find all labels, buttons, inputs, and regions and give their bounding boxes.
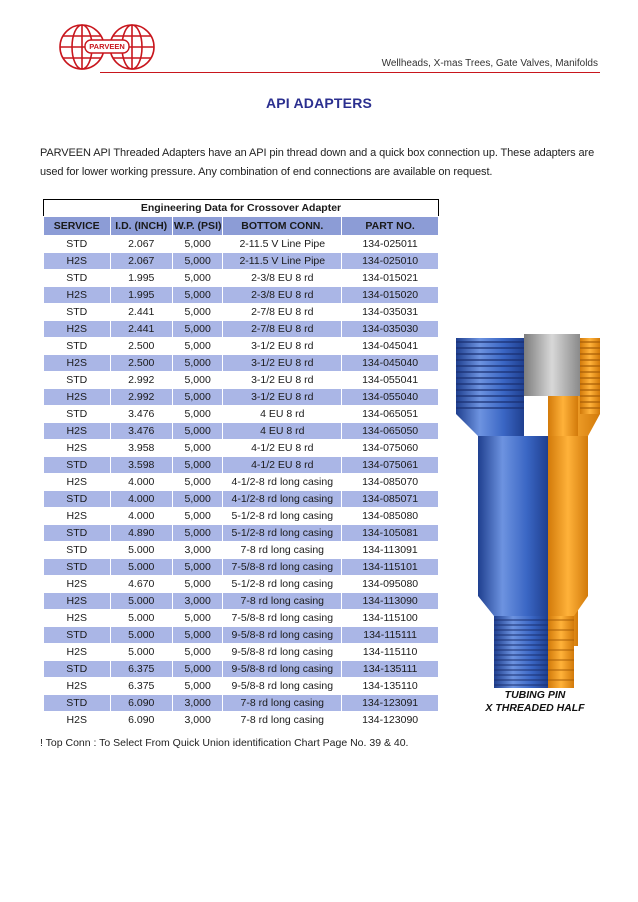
bottom-conn-cell: 7-8 rd long casing bbox=[223, 695, 342, 712]
wp-cell: 3,000 bbox=[172, 593, 222, 610]
table-row bbox=[44, 253, 439, 270]
id-cell: 4.890 bbox=[110, 525, 172, 542]
service-cell: H2S bbox=[44, 253, 111, 270]
part-no-cell: 134-065050 bbox=[342, 423, 439, 440]
id-cell: 4.000 bbox=[110, 474, 172, 491]
page-header bbox=[0, 0, 638, 110]
wp-cell: 5,000 bbox=[172, 406, 222, 423]
wp-cell: 5,000 bbox=[172, 474, 222, 491]
part-no-cell: 134-015020 bbox=[342, 287, 439, 304]
bottom-conn-cell: 2-3/8 EU 8 rd bbox=[223, 270, 342, 287]
id-cell: 3.476 bbox=[110, 406, 172, 423]
service-cell: H2S bbox=[44, 678, 111, 695]
bottom-conn-cell: 4-1/2 EU 8 rd bbox=[223, 440, 342, 457]
table-header-row bbox=[44, 217, 439, 236]
part-no-cell: 134-113090 bbox=[342, 593, 439, 610]
table-row bbox=[44, 440, 439, 457]
bottom-conn-cell: 4-1/2 EU 8 rd bbox=[223, 457, 342, 474]
id-cell: 3.476 bbox=[110, 423, 172, 440]
header-tagline: Wellheads, X-mas Trees, Gate Valves, Manifolds bbox=[381, 58, 598, 69]
id-cell: 5.000 bbox=[110, 559, 172, 576]
bottom-conn-cell: 7-8 rd long casing bbox=[223, 712, 342, 729]
service-cell: STD bbox=[44, 559, 111, 576]
id-cell: 2.067 bbox=[110, 236, 172, 253]
part-no-cell: 134-025010 bbox=[342, 253, 439, 270]
wp-cell: 5,000 bbox=[172, 508, 222, 525]
service-cell: STD bbox=[44, 406, 111, 423]
service-cell: STD bbox=[44, 695, 111, 712]
id-cell: 4.000 bbox=[110, 508, 172, 525]
wp-cell: 5,000 bbox=[172, 372, 222, 389]
id-cell: 3.958 bbox=[110, 440, 172, 457]
table-row bbox=[44, 270, 439, 287]
wp-cell: 5,000 bbox=[172, 644, 222, 661]
table-row bbox=[44, 304, 439, 321]
service-cell: H2S bbox=[44, 355, 111, 372]
id-cell: 5.000 bbox=[110, 610, 172, 627]
table-row bbox=[44, 525, 439, 542]
service-cell: STD bbox=[44, 661, 111, 678]
service-cell: STD bbox=[44, 236, 111, 253]
bottom-conn-cell: 4-1/2-8 rd long casing bbox=[223, 491, 342, 508]
id-cell: 3.598 bbox=[110, 457, 172, 474]
wp-cell: 5,000 bbox=[172, 321, 222, 338]
part-no-cell: 134-123090 bbox=[342, 712, 439, 729]
wp-cell: 5,000 bbox=[172, 610, 222, 627]
part-no-cell: 134-115110 bbox=[342, 644, 439, 661]
table-row bbox=[44, 389, 439, 406]
table-row bbox=[44, 321, 439, 338]
part-no-cell: 134-135111 bbox=[342, 661, 439, 678]
wp-cell: 5,000 bbox=[172, 338, 222, 355]
wp-cell: 5,000 bbox=[172, 423, 222, 440]
part-no-cell: 134-115111 bbox=[342, 627, 439, 644]
wp-cell: 5,000 bbox=[172, 678, 222, 695]
part-no-cell: 134-085071 bbox=[342, 491, 439, 508]
column-header: W.P. (PSI) bbox=[172, 217, 222, 236]
wp-cell: 5,000 bbox=[172, 525, 222, 542]
bottom-conn-cell: 7-5/8-8 rd long casing bbox=[223, 610, 342, 627]
part-no-cell: 134-065051 bbox=[342, 406, 439, 423]
column-header: I.D. (INCH) bbox=[110, 217, 172, 236]
bottom-conn-cell: 5-1/2-8 rd long casing bbox=[223, 508, 342, 525]
part-no-cell: 134-135110 bbox=[342, 678, 439, 695]
bottom-conn-cell: 2-11.5 V Line Pipe bbox=[223, 236, 342, 253]
wp-cell: 5,000 bbox=[172, 627, 222, 644]
wp-cell: 5,000 bbox=[172, 389, 222, 406]
page-title: API ADAPTERS bbox=[265, 95, 373, 111]
id-cell: 6.375 bbox=[110, 678, 172, 695]
table-row bbox=[44, 338, 439, 355]
part-no-cell: 134-113091 bbox=[342, 542, 439, 559]
id-cell: 1.995 bbox=[110, 270, 172, 287]
table-row bbox=[44, 508, 439, 525]
table-row bbox=[44, 355, 439, 372]
table-row bbox=[44, 610, 439, 627]
bottom-conn-cell: 2-7/8 EU 8 rd bbox=[223, 304, 342, 321]
wp-cell: 5,000 bbox=[172, 559, 222, 576]
service-cell: H2S bbox=[44, 474, 111, 491]
intro-paragraph: PARVEEN API Threaded Adapters have an API pin thread down and a quick box connection up. These adapters are used for lower working pressure. Any combination of end connections are available on request. bbox=[40, 147, 595, 178]
table-row bbox=[44, 712, 439, 729]
table-row bbox=[44, 627, 439, 644]
service-cell: H2S bbox=[44, 593, 111, 610]
table-row bbox=[44, 661, 439, 678]
wp-cell: 5,000 bbox=[172, 253, 222, 270]
service-cell: STD bbox=[44, 525, 111, 542]
table-row bbox=[44, 695, 439, 712]
part-no-cell: 134-085070 bbox=[342, 474, 439, 491]
part-no-cell: 134-105081 bbox=[342, 525, 439, 542]
service-cell: H2S bbox=[44, 423, 111, 440]
table-row bbox=[44, 576, 439, 593]
wp-cell: 3,000 bbox=[172, 542, 222, 559]
id-cell: 4.000 bbox=[110, 491, 172, 508]
id-cell: 2.992 bbox=[110, 372, 172, 389]
bottom-conn-cell: 4 EU 8 rd bbox=[223, 406, 342, 423]
bottom-conn-cell: 4 EU 8 rd bbox=[223, 423, 342, 440]
wp-cell: 5,000 bbox=[172, 576, 222, 593]
table-row bbox=[44, 559, 439, 576]
wp-cell: 5,000 bbox=[172, 236, 222, 253]
bottom-conn-cell: 9-5/8-8 rd long casing bbox=[223, 661, 342, 678]
part-no-cell: 134-045041 bbox=[342, 338, 439, 355]
id-cell: 2.441 bbox=[110, 321, 172, 338]
wp-cell: 3,000 bbox=[172, 695, 222, 712]
service-cell: H2S bbox=[44, 610, 111, 627]
service-cell: H2S bbox=[44, 576, 111, 593]
id-cell: 6.375 bbox=[110, 661, 172, 678]
service-cell: H2S bbox=[44, 321, 111, 338]
service-cell: H2S bbox=[44, 287, 111, 304]
table-row bbox=[44, 678, 439, 695]
service-cell: H2S bbox=[44, 440, 111, 457]
service-cell: H2S bbox=[44, 644, 111, 661]
part-no-cell: 134-115101 bbox=[342, 559, 439, 576]
bottom-conn-cell: 4-1/2-8 rd long casing bbox=[223, 474, 342, 491]
column-header: BOTTOM CONN. bbox=[223, 217, 342, 236]
service-cell: H2S bbox=[44, 712, 111, 729]
id-cell: 2.500 bbox=[110, 355, 172, 372]
adapter-illustration bbox=[448, 326, 618, 696]
id-cell: 6.090 bbox=[110, 712, 172, 729]
bottom-conn-cell: 2-11.5 V Line Pipe bbox=[223, 253, 342, 270]
id-cell: 5.000 bbox=[110, 542, 172, 559]
part-no-cell: 134-055040 bbox=[342, 389, 439, 406]
column-header: PART NO. bbox=[342, 217, 439, 236]
engineering-data-table bbox=[43, 199, 439, 729]
wp-cell: 5,000 bbox=[172, 270, 222, 287]
id-cell: 2.067 bbox=[110, 253, 172, 270]
figure-caption-line1: TUBING PIN bbox=[504, 689, 566, 701]
wp-cell: 5,000 bbox=[172, 457, 222, 474]
table-row bbox=[44, 372, 439, 389]
part-no-cell: 134-123091 bbox=[342, 695, 439, 712]
part-no-cell: 134-015021 bbox=[342, 270, 439, 287]
bottom-conn-cell: 9-5/8-8 rd long casing bbox=[223, 627, 342, 644]
table-row bbox=[44, 593, 439, 610]
id-cell: 6.090 bbox=[110, 695, 172, 712]
bottom-conn-cell: 9-5/8-8 rd long casing bbox=[223, 678, 342, 695]
wp-cell: 5,000 bbox=[172, 355, 222, 372]
footnote: ! Top Conn : To Select From Quick Union identification Chart Page No. 39 & 40. bbox=[40, 737, 409, 749]
table-row bbox=[44, 542, 439, 559]
bottom-conn-cell: 3-1/2 EU 8 rd bbox=[223, 338, 342, 355]
part-no-cell: 134-075061 bbox=[342, 457, 439, 474]
id-cell: 1.995 bbox=[110, 287, 172, 304]
table-row bbox=[44, 236, 439, 253]
part-no-cell: 134-075060 bbox=[342, 440, 439, 457]
service-cell: STD bbox=[44, 491, 111, 508]
table-row bbox=[44, 474, 439, 491]
service-cell: STD bbox=[44, 372, 111, 389]
id-cell: 2.500 bbox=[110, 338, 172, 355]
table-caption: Engineering Data for Crossover Adapter bbox=[44, 200, 439, 217]
part-no-cell: 134-035031 bbox=[342, 304, 439, 321]
part-no-cell: 134-025011 bbox=[342, 236, 439, 253]
service-cell: STD bbox=[44, 270, 111, 287]
wp-cell: 5,000 bbox=[172, 661, 222, 678]
adapter-drawing bbox=[448, 326, 618, 696]
table-row bbox=[44, 406, 439, 423]
service-cell: STD bbox=[44, 627, 111, 644]
bottom-conn-cell: 3-1/2 EU 8 rd bbox=[223, 372, 342, 389]
wp-cell: 5,000 bbox=[172, 287, 222, 304]
bottom-conn-cell: 3-1/2 EU 8 rd bbox=[223, 355, 342, 372]
part-no-cell: 134-045040 bbox=[342, 355, 439, 372]
id-cell: 2.441 bbox=[110, 304, 172, 321]
wp-cell: 3,000 bbox=[172, 712, 222, 729]
service-cell: STD bbox=[44, 338, 111, 355]
column-header: SERVICE bbox=[44, 217, 111, 236]
bottom-conn-cell: 2-7/8 EU 8 rd bbox=[223, 321, 342, 338]
id-cell: 5.000 bbox=[110, 593, 172, 610]
wp-cell: 5,000 bbox=[172, 491, 222, 508]
part-no-cell: 134-035030 bbox=[342, 321, 439, 338]
id-cell: 5.000 bbox=[110, 627, 172, 644]
table-row bbox=[44, 423, 439, 440]
wp-cell: 5,000 bbox=[172, 440, 222, 457]
service-cell: STD bbox=[44, 542, 111, 559]
id-cell: 2.992 bbox=[110, 389, 172, 406]
bottom-conn-cell: 5-1/2-8 rd long casing bbox=[223, 576, 342, 593]
figure-caption-line2: X THREADED HALF bbox=[485, 702, 585, 714]
service-cell: H2S bbox=[44, 508, 111, 525]
part-no-cell: 134-095080 bbox=[342, 576, 439, 593]
table-row bbox=[44, 457, 439, 474]
wp-cell: 5,000 bbox=[172, 304, 222, 321]
part-no-cell: 134-055041 bbox=[342, 372, 439, 389]
service-cell: H2S bbox=[44, 389, 111, 406]
figure-caption bbox=[440, 689, 630, 715]
id-cell: 4.670 bbox=[110, 576, 172, 593]
bottom-conn-cell: 5-1/2-8 rd long casing bbox=[223, 525, 342, 542]
bottom-conn-cell: 7-8 rd long casing bbox=[223, 593, 342, 610]
bottom-conn-cell: 7-8 rd long casing bbox=[223, 542, 342, 559]
bottom-conn-cell: 9-5/8-8 rd long casing bbox=[223, 644, 342, 661]
service-cell: STD bbox=[44, 457, 111, 474]
part-no-cell: 134-115100 bbox=[342, 610, 439, 627]
table-row bbox=[44, 287, 439, 304]
bottom-conn-cell: 2-3/8 EU 8 rd bbox=[223, 287, 342, 304]
table-row bbox=[44, 644, 439, 661]
service-cell: STD bbox=[44, 304, 111, 321]
table-body bbox=[44, 236, 439, 729]
part-no-cell: 134-085080 bbox=[342, 508, 439, 525]
table-row bbox=[44, 491, 439, 508]
bottom-conn-cell: 7-5/8-8 rd long casing bbox=[223, 559, 342, 576]
bottom-conn-cell: 3-1/2 EU 8 rd bbox=[223, 389, 342, 406]
id-cell: 5.000 bbox=[110, 644, 172, 661]
logo-wordmark: PARVEEN bbox=[89, 42, 125, 51]
